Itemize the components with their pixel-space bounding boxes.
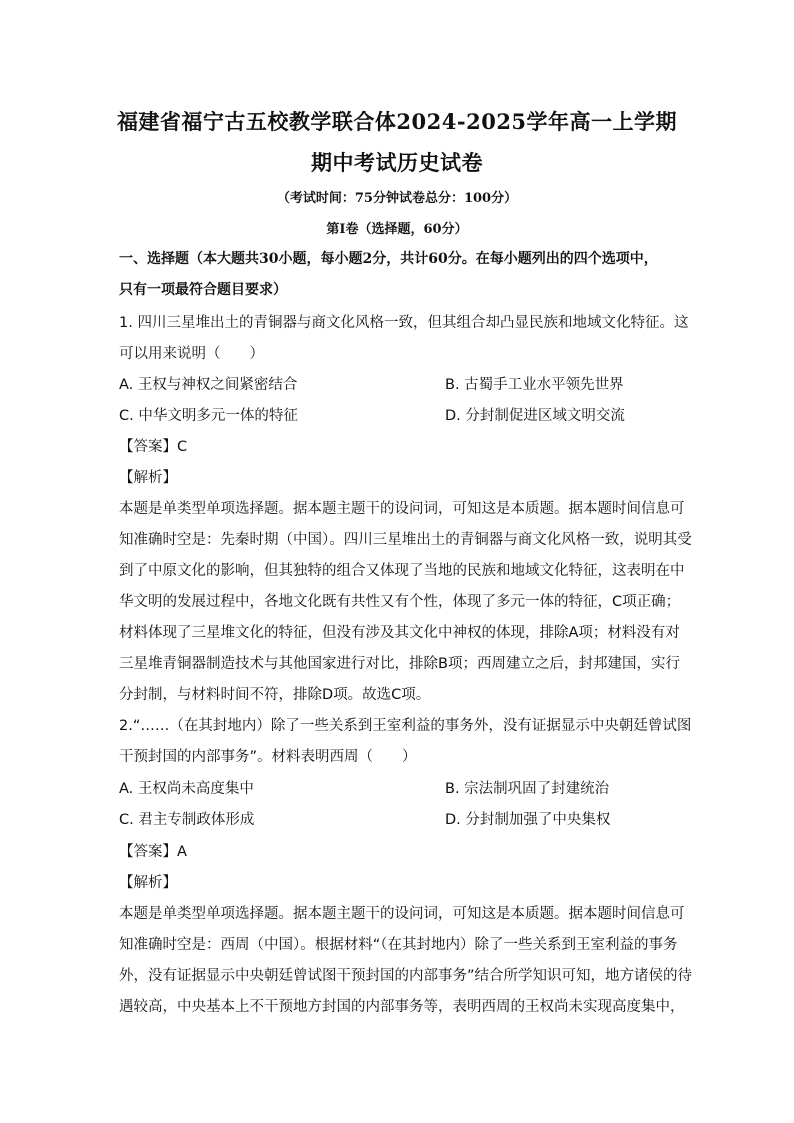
- exam-title-line-1: 福建省福宁古五校教学联合体2024-2025学年高一上学期: [116, 109, 678, 134]
- q1-stem-line-1: 1. 四川三星堆出土的青铜器与商文化风格一致，但其组合却凸显民族和地域文化特征。这: [119, 315, 689, 331]
- exam-info: （考试时间：75分钟试卷总分：100分）: [276, 191, 518, 206]
- q1-option-c: C. 中华文明多元一体的特征: [119, 408, 298, 424]
- exam-title-line-2: 期中考试历史试卷: [311, 150, 483, 175]
- q1-analysis-line: 三星堆青铜器制造技术与其他国家进行对比，排除B项；西周建立之后，封邦建国，实行: [119, 656, 680, 672]
- q1-analysis-line: 华文明的发展过程中，各地文化既有共性又有个性，体现了多元一体的特征，C项正确；: [119, 594, 681, 610]
- q1-analysis-line: 到了中原文化的影响，但其独特的组合又体现了当地的民族和地域文化特征，这表明在中: [119, 563, 685, 579]
- part-heading-line-2: 只有一项最符合题目要求）: [119, 282, 287, 298]
- q1-analysis-label: 【解析】: [119, 470, 177, 486]
- q1-analysis-line: 分封制，与材料时间不符，排除D项。故选C项。: [119, 687, 431, 703]
- q2-analysis-line: 外，没有证据显示中央朝廷曾试图干预封国的内部事务”结合所学知识可知，地方诸侯的待: [119, 968, 693, 984]
- q1-analysis-line: 材料体现了三星堆文化的特征，但没有涉及其文化中神权的体现，排除A项；材料没有对: [119, 625, 680, 641]
- q2-analysis-label: 【解析】: [119, 875, 177, 891]
- q1-option-a: A. 王权与神权之间紧密结合: [119, 377, 298, 393]
- q2-analysis-line: 本题是单类型单项选择题。据本题主题干的设问词，可知这是本质题。据本题时间信息可: [119, 906, 685, 922]
- q2-analysis-line: 知准确时空是：西周（中国）。根据材料“（在其封地内）除了一些关系到王室利益的事务: [119, 937, 678, 953]
- q2-option-d: D. 分封制加强了中央集权: [445, 812, 611, 828]
- q2-stem-line-2: 干预封国的内部事务”。材料表明西周（ ）: [119, 749, 417, 765]
- q1-option-d: D. 分封制促进区域文明交流: [445, 408, 625, 424]
- q2-stem-line-1: 2.“……（在其封地内）除了一些关系到王室利益的事务外，没有证据显示中央朝廷曾试图: [119, 718, 692, 734]
- q2-option-a: A. 王权尚未高度集中: [119, 781, 254, 797]
- q1-option-b: B. 古蜀手工业水平领先世界: [445, 377, 624, 393]
- q2-option-c: C. 君主专制政体形成: [119, 812, 255, 828]
- q1-answer: 【答案】C: [119, 439, 188, 455]
- section-title: 第Ⅰ卷（选择题，60分）: [326, 222, 468, 237]
- q2-answer: 【答案】A: [119, 844, 187, 860]
- part-heading-line-1: 一、选择题（本大题共30小题，每小题2分，共计60分。在每小题列出的四个选项中，: [119, 251, 658, 267]
- q2-option-b: B. 宗法制巩固了封建统治: [445, 781, 610, 797]
- q1-analysis-line: 知准确时空是：先秦时期（中国）。四川三星堆出土的青铜器与商文化风格一致，说明其受: [119, 532, 692, 548]
- q2-analysis-line: 遇较高，中央基本上不干预地方封国的内部事务等，表明西周的王权尚未实现高度集中，: [119, 999, 685, 1015]
- q1-analysis-line: 本题是单类型单项选择题。据本题主题干的设问词，可知这是本质题。据本题时间信息可: [119, 501, 685, 517]
- q1-stem-line-2: 可以用来说明（ ）: [119, 346, 264, 362]
